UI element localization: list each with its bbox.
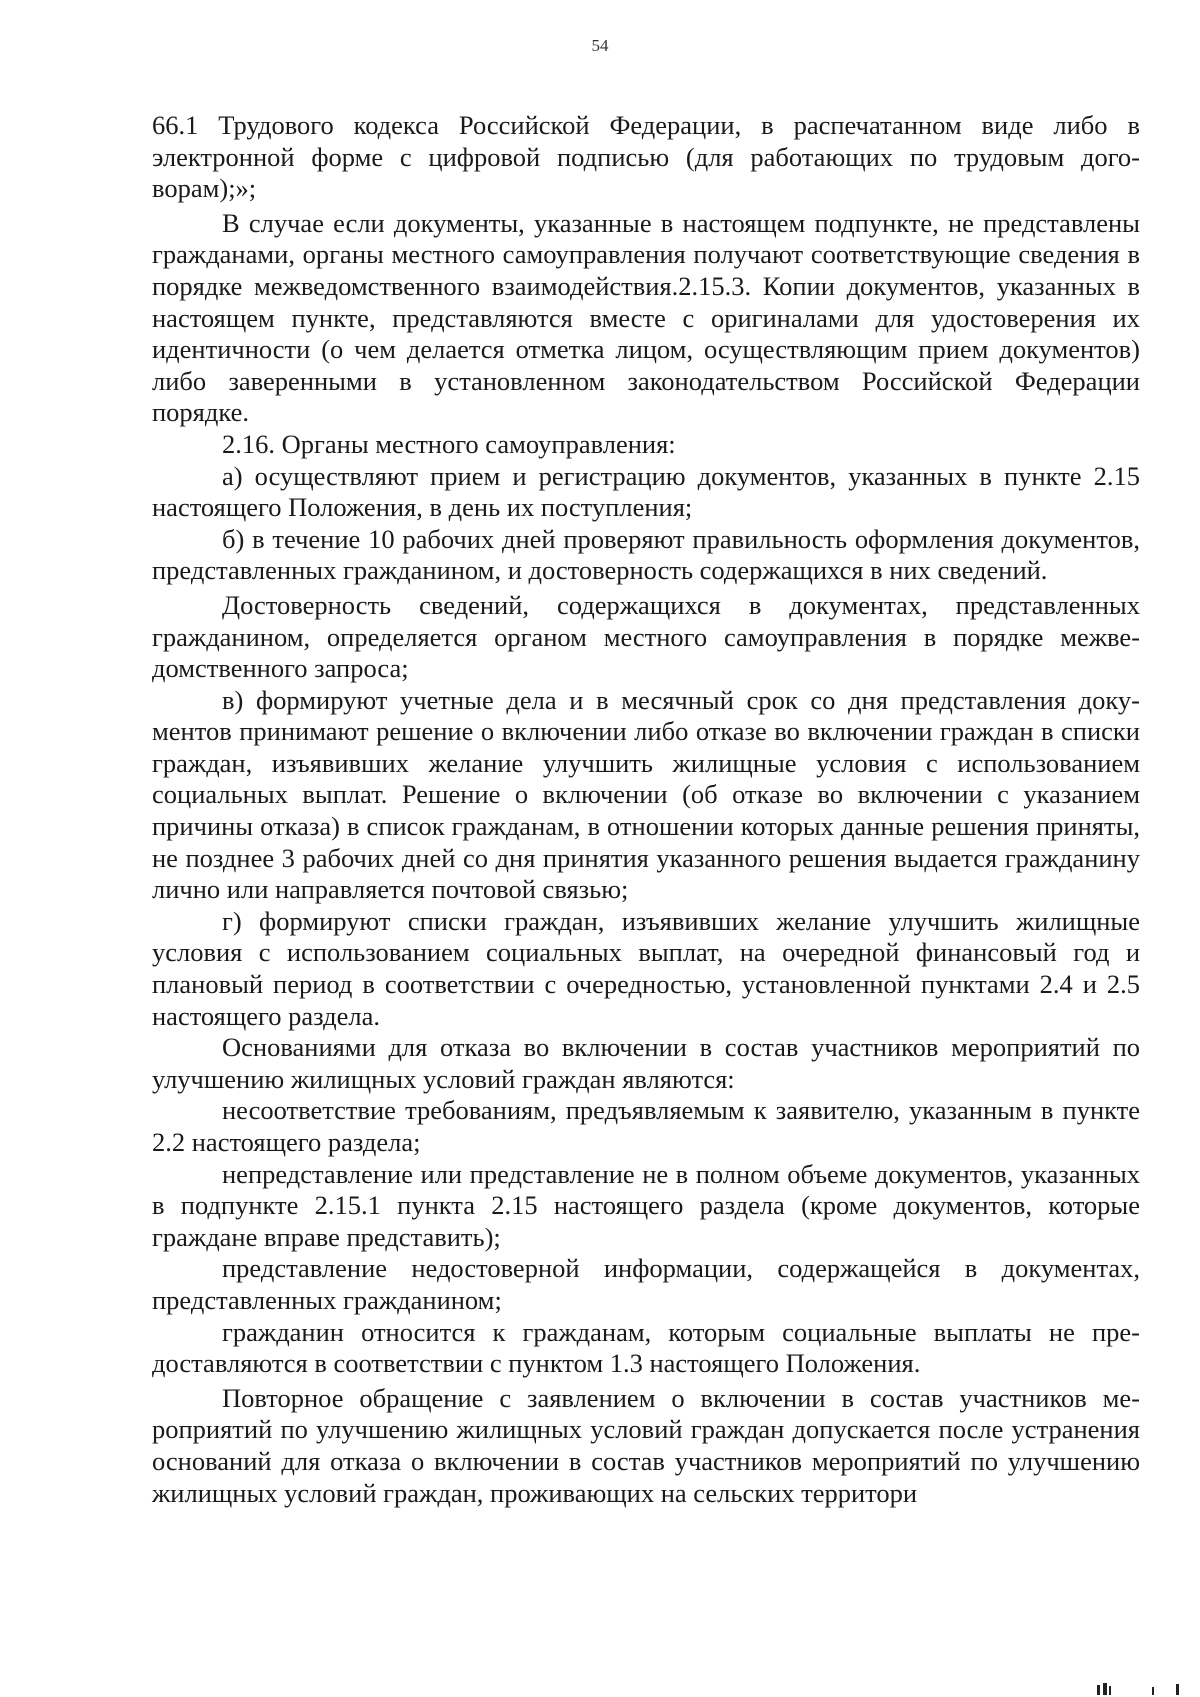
paragraph-reliability: Достоверность сведений, содержащихся в документах, представленных гражданином, определяется органом местного самоуправления в порядке межведомственного запроса; [152,589,1140,684]
paragraph-item-b: б) в течение 10 рабочих дней проверяют правильность оформления документов, представленных гражданином, и достоверность содержащихся в них сведений. [152,523,1140,586]
paragraph-item-v: в) формируют учетные дела и в месячный срок со дня представления документов принимают решение о включении либо отказе во включении граждан в списки граждан, изъявивших желание улучшить жилищные условия с использованием социальных выплат. Решение о включении (об отказе во включении с указанием причины отказа) в список гражданам, в отношении которых данные решения приняты, не позднее 3 рабочих дней со дня принятия указанного решения выдается гражданину лично или направляется почтовой связью; [152,684,1140,905]
scan-artifact [1103,1683,1107,1695]
paragraph-repeat-application: Повторное обращение с заявлением о включении в состав участников мероприятий по улучшению жилищных условий граждан допускается после устранения оснований для отказа о включении в состав участников мероприятий по улучшению жилищных условий граждан, проживающих на сельских территори [152,1382,1140,1508]
paragraph-ground-incomplete-documents: непредставление или представление не в полном объеме документов, указанных в подпункте 2.15.1 пункта 2.15 настоящего раздела (кроме документов, которые граждане вправе представить); [152,1158,1140,1252]
scan-artifact [1109,1686,1111,1695]
document-body [152,110,1140,1509]
paragraph-ground-not-eligible: гражданин относится к гражданам, которым социальные выплаты не предоставляются в соответствии с пунктом 1.3 настоящего Положения. [152,1316,1140,1379]
scan-artifact [1097,1685,1100,1695]
paragraph-item-a: а) осуществляют прием и регистрацию документов, указанных в пункте 2.15 настоящего Положения, в день их поступления; [152,460,1140,523]
paragraph-continuation: 66.1 Трудового кодекса Российской Федерации, в распечатанном виде либо в электронной форме с цифровой подписью (для работающих по трудовым договорам);»; [152,110,1140,204]
paragraph-refusal-grounds: Основаниями для отказа во включении в состав участников мероприятий по улучшению жилищных условий граждан являются: [152,1032,1140,1094]
paragraph-documents-not-submitted: В случае если документы, указанные в настоящем подпункте, не представлены гражданами, органы местного самоуправления получают соответствующие сведения в порядке межведомственного взаимодействия.2.15.3. Копии документов, указанных в настоящем пункте, представляются вместе с оригиналами для удостоверения их идентичности (о чем делается отметка лицом, осуществляющим прием документов) либо заверенными в установленном законодательством Российской Федерации порядке. [152,207,1140,428]
paragraph-2-16-heading: 2.16. Органы местного самоуправления: [222,428,676,459]
paragraph-item-g: г) формируют списки граждан, изъявивших желание улучшить жилищные условия с использованием социальных выплат, на очередной финансовый год и плановый период в соответствии с очередностью, установленной пунктами 2.4 и 2.5 настоящего раздела. [152,905,1140,1031]
scan-artifact [1152,1687,1154,1695]
page-number: 54 [591,36,609,55]
scan-artifact [1176,1684,1179,1695]
paragraph-ground-false-information: представление недостоверной информации, содержащейся в документах, представленных гражданином; [152,1253,1140,1315]
paragraph-ground-nonconformity: несоответствие требованиям, предъявляемым к заявителю, указанным в пункте 2.2 настоящего раздела; [152,1095,1140,1157]
